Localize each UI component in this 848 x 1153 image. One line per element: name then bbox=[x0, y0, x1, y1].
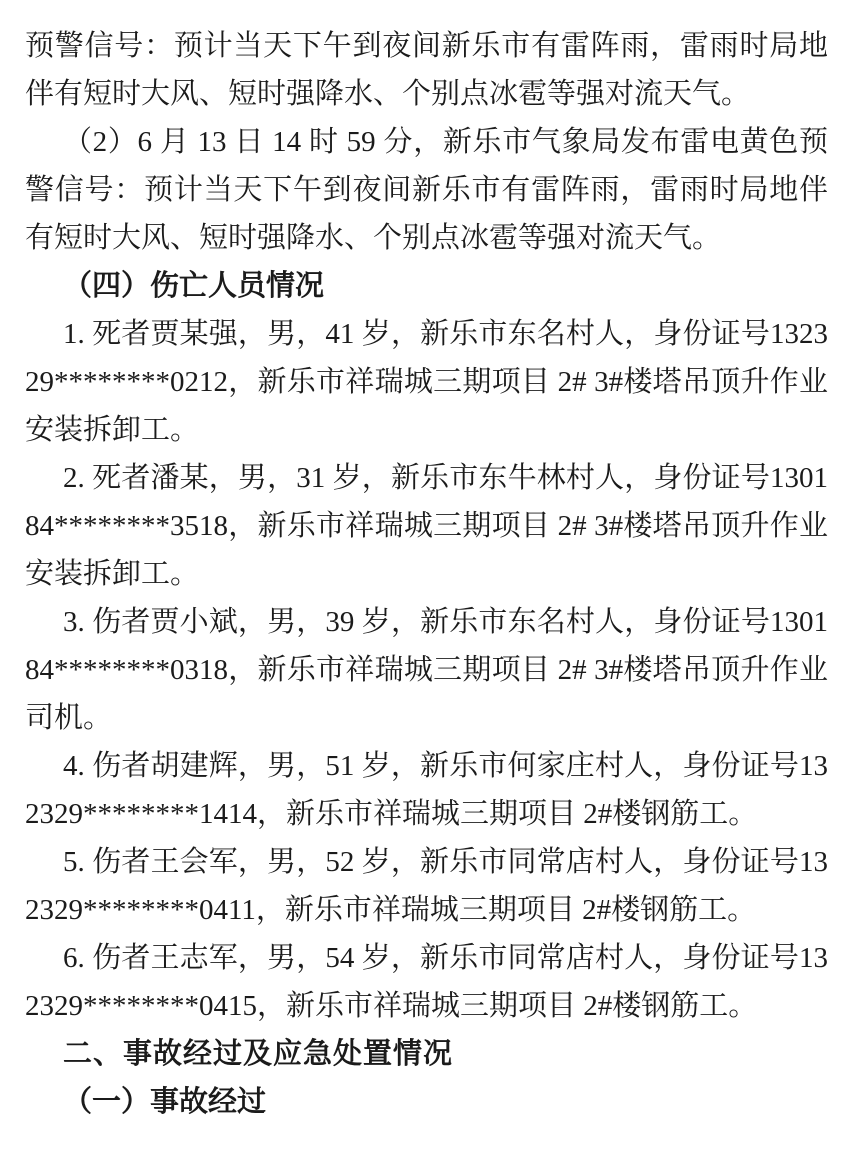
subsection-heading-accident-course: （一）事故经过 bbox=[63, 1086, 267, 1118]
paragraph-casualty-4: 4. 伤者胡建辉，男，51 岁，新乐市何家庄村人，身份证号132329********1414，新乐市祥瑞城三期项目 2#楼钢筋工。 bbox=[25, 750, 828, 830]
section-heading-casualties: （四）伤亡人员情况 bbox=[63, 270, 325, 302]
paragraph-warning-signal-continued: 预警信号：预计当天下午到夜间新乐市有雷阵雨，雷雨时局地伴有短时大风、短时强降水、个别点冰雹等强对流天气。 bbox=[25, 30, 828, 110]
paragraph-casualty-1: 1. 死者贾某强，男，41 岁，新乐市东名村人，身份证号132329********0212，新乐市祥瑞城三期项目 2# 3#楼塔吊顶升作业安装拆卸工。 bbox=[25, 318, 828, 446]
paragraph-casualty-2: 2. 死者潘某，男，31 岁，新乐市东牛林村人，身份证号130184********3518，新乐市祥瑞城三期项目 2# 3#楼塔吊顶升作业安装拆卸工。 bbox=[25, 462, 828, 590]
section-heading-accident-course-response: 二、事故经过及应急处置情况 bbox=[63, 1038, 454, 1070]
paragraph-casualty-6: 6. 伤者王志军，男，54 岁，新乐市同常店村人，身份证号132329********0415，新乐市祥瑞城三期项目 2#楼钢筋工。 bbox=[25, 942, 828, 1022]
paragraph-casualty-5: 5. 伤者王会军，男，52 岁，新乐市同常店村人，身份证号132329********0411，新乐市祥瑞城三期项目 2#楼钢筋工。 bbox=[25, 846, 828, 926]
paragraph-second-lightning-warning: （2）6 月 13 日 14 时 59 分，新乐市气象局发布雷电黄色预警信号：预计当天下午到夜间新乐市有雷阵雨，雷雨时局地伴有短时大风、短时强降水、个别点冰雹等强对流天气。 bbox=[25, 126, 828, 254]
paragraph-casualty-3: 3. 伤者贾小斌，男，39 岁，新乐市东名村人，身份证号130184********0318，新乐市祥瑞城三期项目 2# 3#楼塔吊顶升作业司机。 bbox=[25, 606, 828, 734]
